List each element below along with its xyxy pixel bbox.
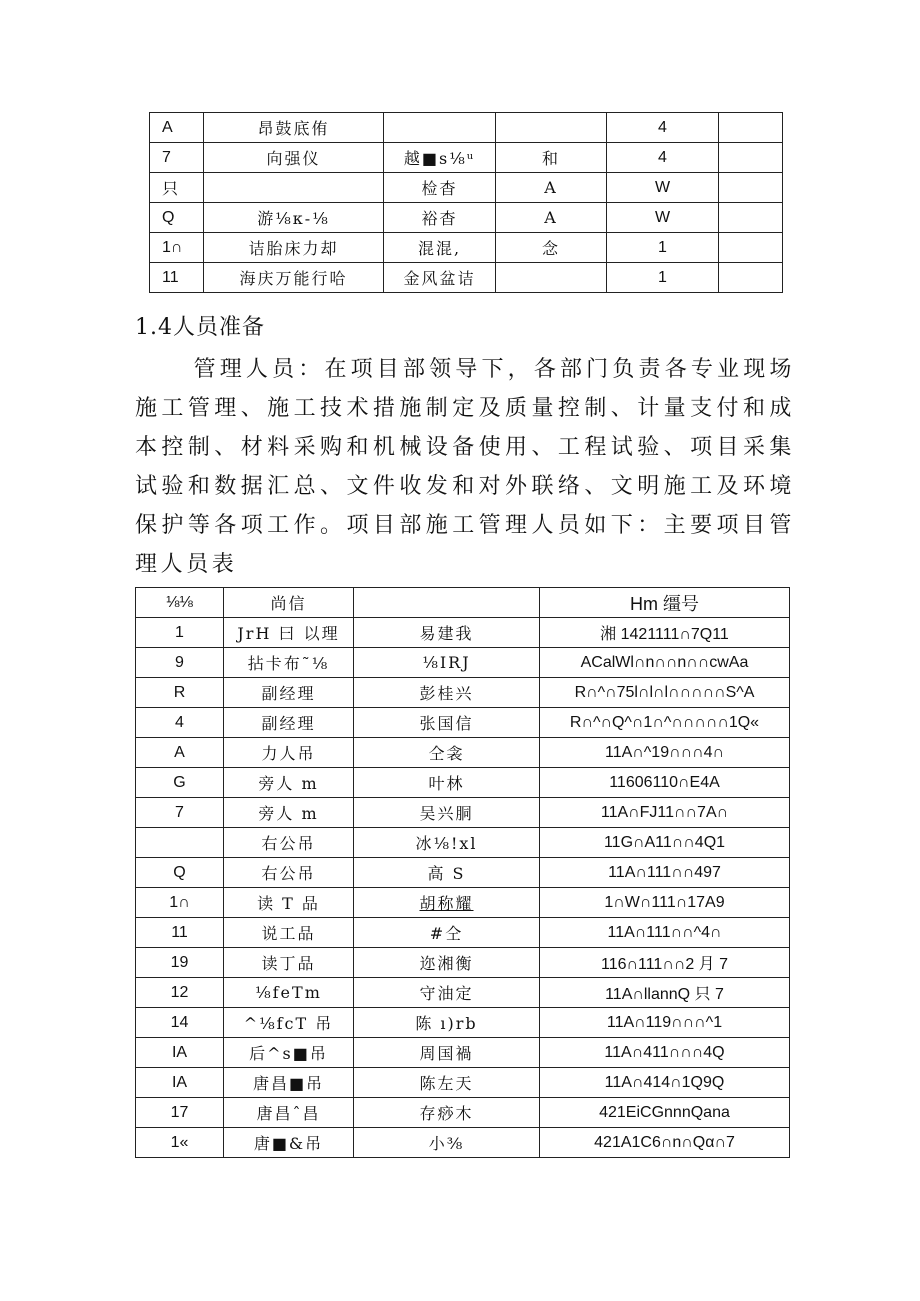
equipment-cell: 念 (496, 233, 607, 263)
equipment-cell: W (607, 203, 719, 233)
staff-name-cell: 守油定 (354, 978, 540, 1008)
staff-position-cell: 副经理 (224, 708, 354, 738)
staff-id-cell: 421A1C6∩n∩Qα∩7 (540, 1128, 790, 1158)
equipment-cell: 7 (150, 143, 204, 173)
staff-id-cell: 11A∩^19∩∩∩4∩ (540, 738, 790, 768)
equipment-cell: 检杳 (384, 173, 496, 203)
staff-position-cell: 右公吊 (224, 828, 354, 858)
staff-row (136, 618, 790, 648)
staff-table-body (136, 618, 790, 1158)
staff-name-cell: 仝衾 (354, 738, 540, 768)
staff-position-cell: ⅛feTm (224, 978, 354, 1008)
staff-name-cell: 存痧木 (354, 1098, 540, 1128)
staff-index-cell: R (136, 678, 224, 708)
staff-name-cell: #仝 (354, 918, 540, 948)
equipment-cell: 只 (150, 173, 204, 203)
equipment-cell (719, 263, 783, 293)
equipment-cell: 越■s⅛ᵘ (384, 143, 496, 173)
equipment-cell: A (496, 173, 607, 203)
staff-name-cell: 陈左天 (354, 1068, 540, 1098)
staff-name-cell: 冰⅛!xl (354, 828, 540, 858)
equipment-row (150, 143, 783, 173)
staff-id-cell: 湘 1421111∩7Q11 (540, 618, 790, 648)
staff-table (135, 587, 790, 1158)
staff-index-cell: G (136, 768, 224, 798)
equipment-cell: 混混, (384, 233, 496, 263)
staff-position-cell: 读丁品 (224, 948, 354, 978)
staff-row (136, 1068, 790, 1098)
staff-id-cell: 11G∩A11∩∩4Q1 (540, 828, 790, 858)
header-cell-name (354, 588, 540, 618)
equipment-cell: 1 (607, 233, 719, 263)
equipment-cell: 裕杳 (384, 203, 496, 233)
staff-position-cell: 读 T 品 (224, 888, 354, 918)
equipment-cell: 诘胎床力却 (204, 233, 384, 263)
equipment-cell: 和 (496, 143, 607, 173)
staff-position-cell: 后^s■吊 (224, 1038, 354, 1068)
staff-index-cell: 14 (136, 1008, 224, 1038)
staff-index-cell: 19 (136, 948, 224, 978)
staff-position-cell: JrH 曰 以理 (224, 618, 354, 648)
staff-id-cell: 11A∩FJ11∩∩7A∩ (540, 798, 790, 828)
staff-index-cell: IA (136, 1038, 224, 1068)
header-cell-id: Hm 缰号 (540, 588, 790, 618)
section-heading: 1.4人员准备 (135, 315, 265, 340)
staff-row (136, 828, 790, 858)
staff-name-cell: 陈 ı)rb (354, 1008, 540, 1038)
staff-id-cell: 11A∩111∩∩^4∩ (540, 918, 790, 948)
equipment-row (150, 173, 783, 203)
equipment-cell: 金风盆诘 (384, 263, 496, 293)
staff-name-cell: 易建我 (354, 618, 540, 648)
equipment-cell (719, 173, 783, 203)
header-cell-position: 尚信 (224, 588, 354, 618)
staff-row (136, 798, 790, 828)
staff-name-cell: 高 S (354, 858, 540, 888)
staff-row (136, 1098, 790, 1128)
staff-id-cell: 116∩111∩∩2 月 7 (540, 948, 790, 978)
equipment-cell (496, 113, 607, 143)
staff-row (136, 888, 790, 918)
staff-paragraph (135, 350, 795, 584)
staff-position-cell: 唐昌■吊 (224, 1068, 354, 1098)
equipment-cell: Q (150, 203, 204, 233)
equipment-cell: W (607, 173, 719, 203)
equipment-row (150, 233, 783, 263)
staff-id-cell: ACalWl∩n∩∩n∩∩cwAa (540, 648, 790, 678)
staff-row (136, 1008, 790, 1038)
staff-index-cell: 12 (136, 978, 224, 1008)
staff-index-cell: 1 (136, 618, 224, 648)
staff-position-cell: ^⅛fcT 吊 (224, 1008, 354, 1038)
equipment-table-body (150, 113, 783, 293)
equipment-cell (204, 173, 384, 203)
staff-position-cell: 拈卡布˜⅛ (224, 648, 354, 678)
equipment-cell (719, 233, 783, 263)
staff-row (136, 1128, 790, 1158)
staff-name-cell: 吴兴胴 (354, 798, 540, 828)
equipment-row (150, 263, 783, 293)
staff-id-cell: 421EiCGnnnQana (540, 1098, 790, 1128)
staff-id-cell: 1∩W∩111∩17A9 (540, 888, 790, 918)
equipment-cell: 游⅛κ-⅛ (204, 203, 384, 233)
staff-id-cell: 11A∩411∩∩∩4Q (540, 1038, 790, 1068)
staff-table-header (136, 588, 790, 618)
staff-index-cell (136, 828, 224, 858)
staff-id-cell: 11606110∩E4A (540, 768, 790, 798)
staff-name-cell: 张国信 (354, 708, 540, 738)
staff-row (136, 648, 790, 678)
staff-name-cell: 周国禍 (354, 1038, 540, 1068)
staff-position-cell: 力人吊 (224, 738, 354, 768)
equipment-cell: 4 (607, 113, 719, 143)
staff-index-cell: 9 (136, 648, 224, 678)
equipment-row (150, 113, 783, 143)
staff-row (136, 858, 790, 888)
staff-id-cell: R∩^∩75l∩l∩l∩∩∩∩∩S^A (540, 678, 790, 708)
staff-id-cell: R∩^∩Q^∩1∩^∩∩∩∩∩1Q« (540, 708, 790, 738)
staff-row (136, 1038, 790, 1068)
staff-index-cell: 11 (136, 918, 224, 948)
header-cell-index: ⅛⅛ (136, 588, 224, 618)
staff-position-cell: 右公吊 (224, 858, 354, 888)
equipment-cell: 1 (607, 263, 719, 293)
equipment-cell: 4 (607, 143, 719, 173)
equipment-cell: 向强仪 (204, 143, 384, 173)
staff-id-cell: 11A∩119∩∩∩^1 (540, 1008, 790, 1038)
staff-id-cell: 11A∩llannQ 只 7 (540, 978, 790, 1008)
staff-name-cell: 彭桂兴 (354, 678, 540, 708)
equipment-cell (384, 113, 496, 143)
staff-row (136, 678, 790, 708)
staff-index-cell: Q (136, 858, 224, 888)
staff-id-cell: 11A∩111∩∩497 (540, 858, 790, 888)
staff-position-cell: 唐昌ˆ昌 (224, 1098, 354, 1128)
equipment-cell: 昂鼓底侑 (204, 113, 384, 143)
staff-position-cell: 旁人 m (224, 798, 354, 828)
staff-index-cell: 17 (136, 1098, 224, 1128)
equipment-cell: A (496, 203, 607, 233)
staff-index-cell: 7 (136, 798, 224, 828)
staff-name-cell: ⅛IRJ (354, 648, 540, 678)
equipment-cell: 11 (150, 263, 204, 293)
staff-position-cell: 副经理 (224, 678, 354, 708)
staff-name-cell: 小⅜ (354, 1128, 540, 1158)
staff-name-cell: 胡称耀 (354, 888, 540, 918)
staff-row (136, 918, 790, 948)
equipment-cell: A (150, 113, 204, 143)
staff-row (136, 708, 790, 738)
equipment-row (150, 203, 783, 233)
staff-row (136, 738, 790, 768)
staff-row (136, 978, 790, 1008)
staff-index-cell: 1∩ (136, 888, 224, 918)
staff-index-cell: 4 (136, 708, 224, 738)
equipment-cell (496, 263, 607, 293)
staff-position-cell: 旁人 m (224, 768, 354, 798)
equipment-cell: 1∩ (150, 233, 204, 263)
staff-index-cell: A (136, 738, 224, 768)
staff-name-cell: 迩湘衡 (354, 948, 540, 978)
equipment-cell (719, 113, 783, 143)
staff-index-cell: IA (136, 1068, 224, 1098)
staff-paragraph-text: 管理人员：在项目部领导下，各部门负责各专业现场施工管理、施工技术措施制定及质量控制、计量支付和成本控制、材料采购和机械设备使用、工程试验、项目采集试验和数据汇总、文件收发和对外联络、文明施工及环境保护等各项工作。项目部施工管理人员如下：主要项目管理人员表 (135, 357, 795, 577)
equipment-cell (719, 143, 783, 173)
equipment-cell (719, 203, 783, 233)
staff-index-cell: 1« (136, 1128, 224, 1158)
staff-position-cell: 唐■&吊 (224, 1128, 354, 1158)
equipment-table (149, 112, 783, 293)
staff-position-cell: 说工品 (224, 918, 354, 948)
staff-id-cell: 11A∩414∩1Q9Q (540, 1068, 790, 1098)
staff-row (136, 768, 790, 798)
equipment-cell: 海庆万能行哈 (204, 263, 384, 293)
staff-row (136, 948, 790, 978)
staff-name-cell: 叶林 (354, 768, 540, 798)
